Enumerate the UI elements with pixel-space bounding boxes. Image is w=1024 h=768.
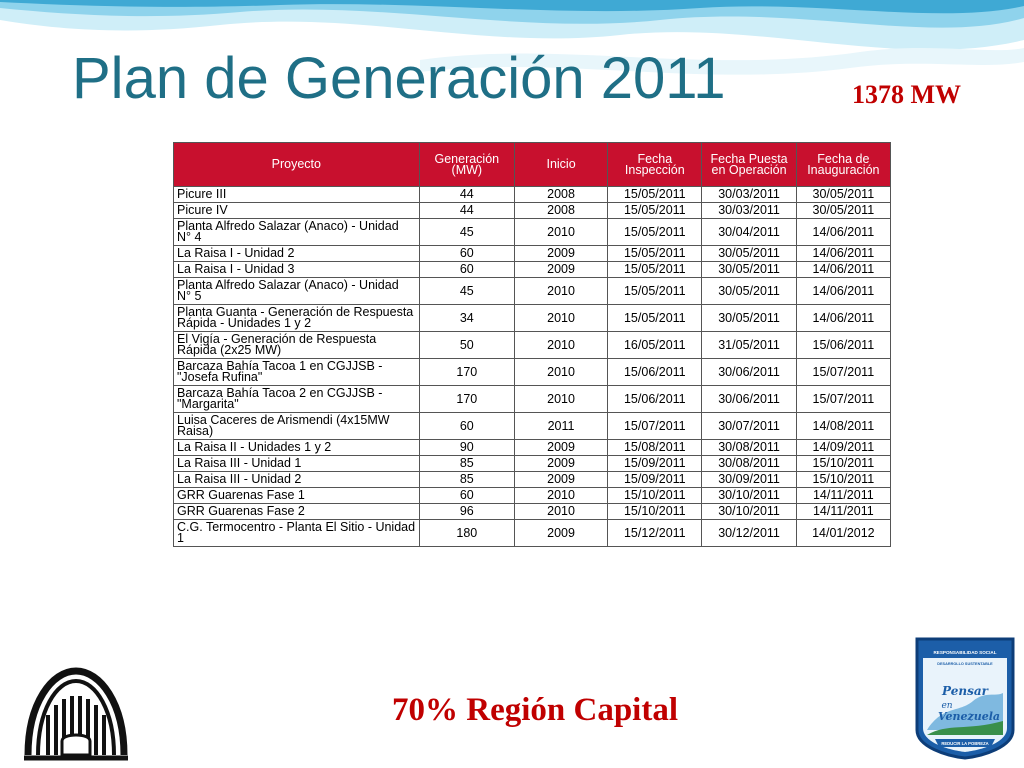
table-row [174, 386, 891, 413]
table-cell: 30/05/2011 [796, 203, 890, 219]
table-cell: 30/06/2011 [702, 386, 796, 413]
table-cell: 15/10/2011 [796, 472, 890, 488]
table-cell: 31/05/2011 [702, 332, 796, 359]
table-row [174, 504, 891, 520]
table-cell: 45 [419, 219, 514, 246]
table-cell: 30/06/2011 [702, 359, 796, 386]
table-header-row [174, 143, 891, 187]
table-cell: 14/09/2011 [796, 440, 890, 456]
pensar-en-venezuela-badge-icon [913, 635, 1017, 760]
column-header: Fecha Inspección [608, 143, 702, 187]
table-cell: 15/09/2011 [608, 472, 702, 488]
table-cell: 2008 [514, 203, 607, 219]
table-cell: 30/12/2011 [702, 520, 796, 547]
table-cell: 2010 [514, 488, 607, 504]
table-body [174, 187, 891, 547]
table-cell: 15/07/2011 [796, 359, 890, 386]
table-cell: 30/04/2011 [702, 219, 796, 246]
svg-text:en: en [941, 701, 953, 711]
table-cell: 15/05/2011 [608, 219, 702, 246]
table-cell: 60 [419, 246, 514, 262]
table-row [174, 359, 891, 386]
svg-text:REDUCIR LA POBREZA: REDUCIR LA POBREZA [941, 741, 989, 746]
project-name-cell: El Vigía - Generación de Respuesta Rápida (2x25 MW) [174, 332, 420, 359]
project-name-cell: GRR Guarenas Fase 2 [174, 504, 420, 520]
table-cell: 2008 [514, 187, 607, 203]
table-cell: 2009 [514, 262, 607, 278]
table-cell: 2010 [514, 504, 607, 520]
region-note: 70% Región Capital [392, 692, 679, 728]
table-row [174, 246, 891, 262]
table-cell: 15/06/2011 [608, 359, 702, 386]
table-cell: 15/05/2011 [608, 187, 702, 203]
table-cell: 15/06/2011 [608, 386, 702, 413]
table-cell: 2009 [514, 520, 607, 547]
table-cell: 15/07/2011 [796, 386, 890, 413]
table-cell: 15/09/2011 [608, 456, 702, 472]
table-cell: 2010 [514, 278, 607, 305]
svg-text:RESPONSABILIDAD SOCIAL: RESPONSABILIDAD SOCIAL [933, 650, 997, 655]
table-row [174, 520, 891, 547]
table-cell: 2009 [514, 246, 607, 262]
table-row [174, 472, 891, 488]
table-cell: 15/07/2011 [608, 413, 702, 440]
table-cell: 15/05/2011 [608, 278, 702, 305]
table-row [174, 332, 891, 359]
table-cell: 14/11/2011 [796, 488, 890, 504]
table-row [174, 278, 891, 305]
table-cell: 14/06/2011 [796, 278, 890, 305]
svg-text:Pensar: Pensar [942, 684, 988, 698]
column-header: Fecha Puesta en Operación [702, 143, 796, 187]
table-row [174, 488, 891, 504]
table-cell: 15/05/2011 [608, 203, 702, 219]
table-cell: 14/11/2011 [796, 504, 890, 520]
column-header: Fecha de Inauguración [796, 143, 890, 187]
project-name-cell: Planta Alfredo Salazar (Anaco) - Unidad N° 4 [174, 219, 420, 246]
project-name-cell: Barcaza Bahía Tacoa 1 en CGJJSB - "Josefa Rufina" [174, 359, 420, 386]
table-row [174, 203, 891, 219]
table-row [174, 187, 891, 203]
table-cell: 15/06/2011 [796, 332, 890, 359]
table-row [174, 305, 891, 332]
project-name-cell: La Raisa II - Unidades 1 y 2 [174, 440, 420, 456]
table-cell: 15/10/2011 [796, 456, 890, 472]
table-cell: 15/08/2011 [608, 440, 702, 456]
column-header: Generación (MW) [419, 143, 514, 187]
svg-text:Venezuela: Venezuela [937, 710, 1001, 723]
table-cell: 30/05/2011 [702, 246, 796, 262]
table-cell: 15/05/2011 [608, 305, 702, 332]
column-header: Proyecto [174, 143, 420, 187]
project-name-cell: GRR Guarenas Fase 1 [174, 488, 420, 504]
table-cell: 14/06/2011 [796, 246, 890, 262]
table-cell: 85 [419, 456, 514, 472]
column-header: Inicio [514, 143, 607, 187]
svg-text:DESARROLLO SUSTENTABLE: DESARROLLO SUSTENTABLE [937, 662, 993, 666]
table-cell: 14/06/2011 [796, 305, 890, 332]
table-cell: 15/05/2011 [608, 246, 702, 262]
table-cell: 15/10/2011 [608, 504, 702, 520]
table-cell: 14/08/2011 [796, 413, 890, 440]
table-cell: 85 [419, 472, 514, 488]
table-row [174, 262, 891, 278]
project-name-cell: Planta Guanta - Generación de Respuesta Rápida - Unidades 1 y 2 [174, 305, 420, 332]
table-row [174, 413, 891, 440]
table-cell: 30/08/2011 [702, 440, 796, 456]
generation-plan-table [173, 142, 891, 547]
table-cell: 30/10/2011 [702, 488, 796, 504]
table-cell: 15/12/2011 [608, 520, 702, 547]
table-cell: 2009 [514, 440, 607, 456]
table-cell: 2010 [514, 332, 607, 359]
table-cell: 30/03/2011 [702, 187, 796, 203]
table-cell: 96 [419, 504, 514, 520]
table-cell: 30/03/2011 [702, 203, 796, 219]
table-cell: 50 [419, 332, 514, 359]
table-cell: 2009 [514, 456, 607, 472]
table-cell: 30/07/2011 [702, 413, 796, 440]
table-cell: 2009 [514, 472, 607, 488]
table-cell: 30/05/2011 [796, 187, 890, 203]
table-cell: 30/08/2011 [702, 456, 796, 472]
table-cell: 15/10/2011 [608, 488, 702, 504]
project-name-cell: Luisa Caceres de Arismendi (4x15MW Raisa) [174, 413, 420, 440]
table-cell: 44 [419, 187, 514, 203]
table-cell: 180 [419, 520, 514, 547]
table-cell: 30/05/2011 [702, 262, 796, 278]
table-cell: 60 [419, 488, 514, 504]
total-capacity-label: 1378 MW [852, 80, 962, 109]
table-cell: 44 [419, 203, 514, 219]
table-cell: 2010 [514, 305, 607, 332]
table-cell: 2010 [514, 386, 607, 413]
table-cell: 45 [419, 278, 514, 305]
table-cell: 60 [419, 413, 514, 440]
table-cell: 30/10/2011 [702, 504, 796, 520]
table-cell: 15/05/2011 [608, 262, 702, 278]
table-cell: 170 [419, 359, 514, 386]
table-cell: 14/01/2012 [796, 520, 890, 547]
table-cell: 60 [419, 262, 514, 278]
table-cell: 14/06/2011 [796, 219, 890, 246]
table-cell: 30/09/2011 [702, 472, 796, 488]
table-cell: 16/05/2011 [608, 332, 702, 359]
table-row [174, 456, 891, 472]
table-cell: 170 [419, 386, 514, 413]
table-row [174, 440, 891, 456]
table-cell: 2011 [514, 413, 607, 440]
table-cell: 14/06/2011 [796, 262, 890, 278]
table-cell: 34 [419, 305, 514, 332]
table-cell: 30/05/2011 [702, 278, 796, 305]
project-name-cell: La Raisa III - Unidad 1 [174, 456, 420, 472]
project-name-cell: Picure III [174, 187, 420, 203]
slide-title: Plan de Generación 2011 [72, 46, 726, 111]
table-cell: 90 [419, 440, 514, 456]
project-name-cell: La Raisa I - Unidad 2 [174, 246, 420, 262]
project-name-cell: La Raisa III - Unidad 2 [174, 472, 420, 488]
table-row [174, 219, 891, 246]
table-cell: 30/05/2011 [702, 305, 796, 332]
project-name-cell: Planta Alfredo Salazar (Anaco) - Unidad N° 5 [174, 278, 420, 305]
project-name-cell: Barcaza Bahía Tacoa 2 en CGJJSB - "Margarita" [174, 386, 420, 413]
project-name-cell: La Raisa I - Unidad 3 [174, 262, 420, 278]
table-cell: 2010 [514, 219, 607, 246]
table-cell: 2010 [514, 359, 607, 386]
project-name-cell: C.G. Termocentro - Planta El Sitio - Unidad 1 [174, 520, 420, 547]
project-name-cell: Picure IV [174, 203, 420, 219]
university-dome-logo-icon [22, 663, 130, 763]
